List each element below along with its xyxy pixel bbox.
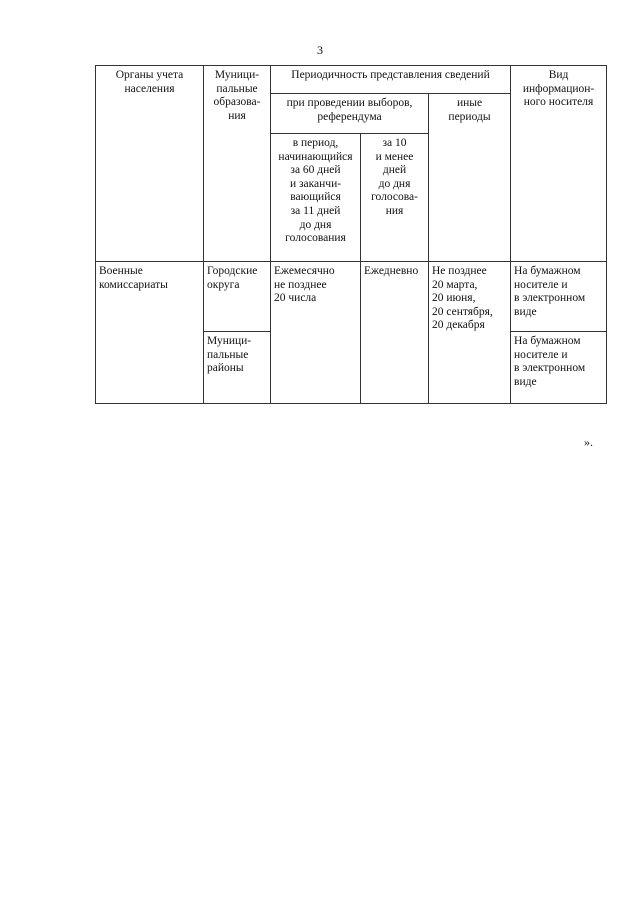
header-period-60-11: в период, начинающийся за 60 дней и заканчи- вающийся за 11 дней до дня голосования — [271, 134, 361, 262]
page-number: 3 — [317, 43, 323, 57]
table-row-urban — [96, 262, 607, 332]
cell-daily: Ежедневно — [361, 262, 429, 404]
cell-carrier-urban: На бумажном носителе и в электронном виде — [511, 262, 607, 332]
header-periodicity: Периодичность представления сведений — [271, 66, 511, 94]
header-during-elections: при проведении выборов, референдума — [271, 94, 429, 134]
cell-municipality-districts: Муници- пальные районы — [204, 332, 271, 404]
header-organs: Органы учета населения — [96, 66, 204, 262]
header-other-periods: иные периоды — [429, 94, 511, 262]
closing-quote-mark: ». — [584, 435, 593, 449]
cell-other-dates: Не позднее 20 марта, 20 июня, 20 сентября, 20 декабря — [429, 262, 511, 404]
header-period-10-less: за 10 и менее дней до дня голосова- ния — [361, 134, 429, 262]
cell-monthly: Ежемесячно не позднее 20 числа — [271, 262, 361, 404]
data-table — [95, 65, 607, 404]
cell-municipality-urban: Городские округа — [204, 262, 271, 332]
cell-carrier-districts: На бумажном носителе и в электронном виде — [511, 332, 607, 404]
table-header-row-1 — [96, 66, 607, 94]
header-carrier-type: Вид информацион- ного носителя — [511, 66, 607, 262]
header-municipalities: Муници- пальные образова- ния — [204, 66, 271, 262]
cell-organ: Военные комиссариаты — [96, 262, 204, 404]
